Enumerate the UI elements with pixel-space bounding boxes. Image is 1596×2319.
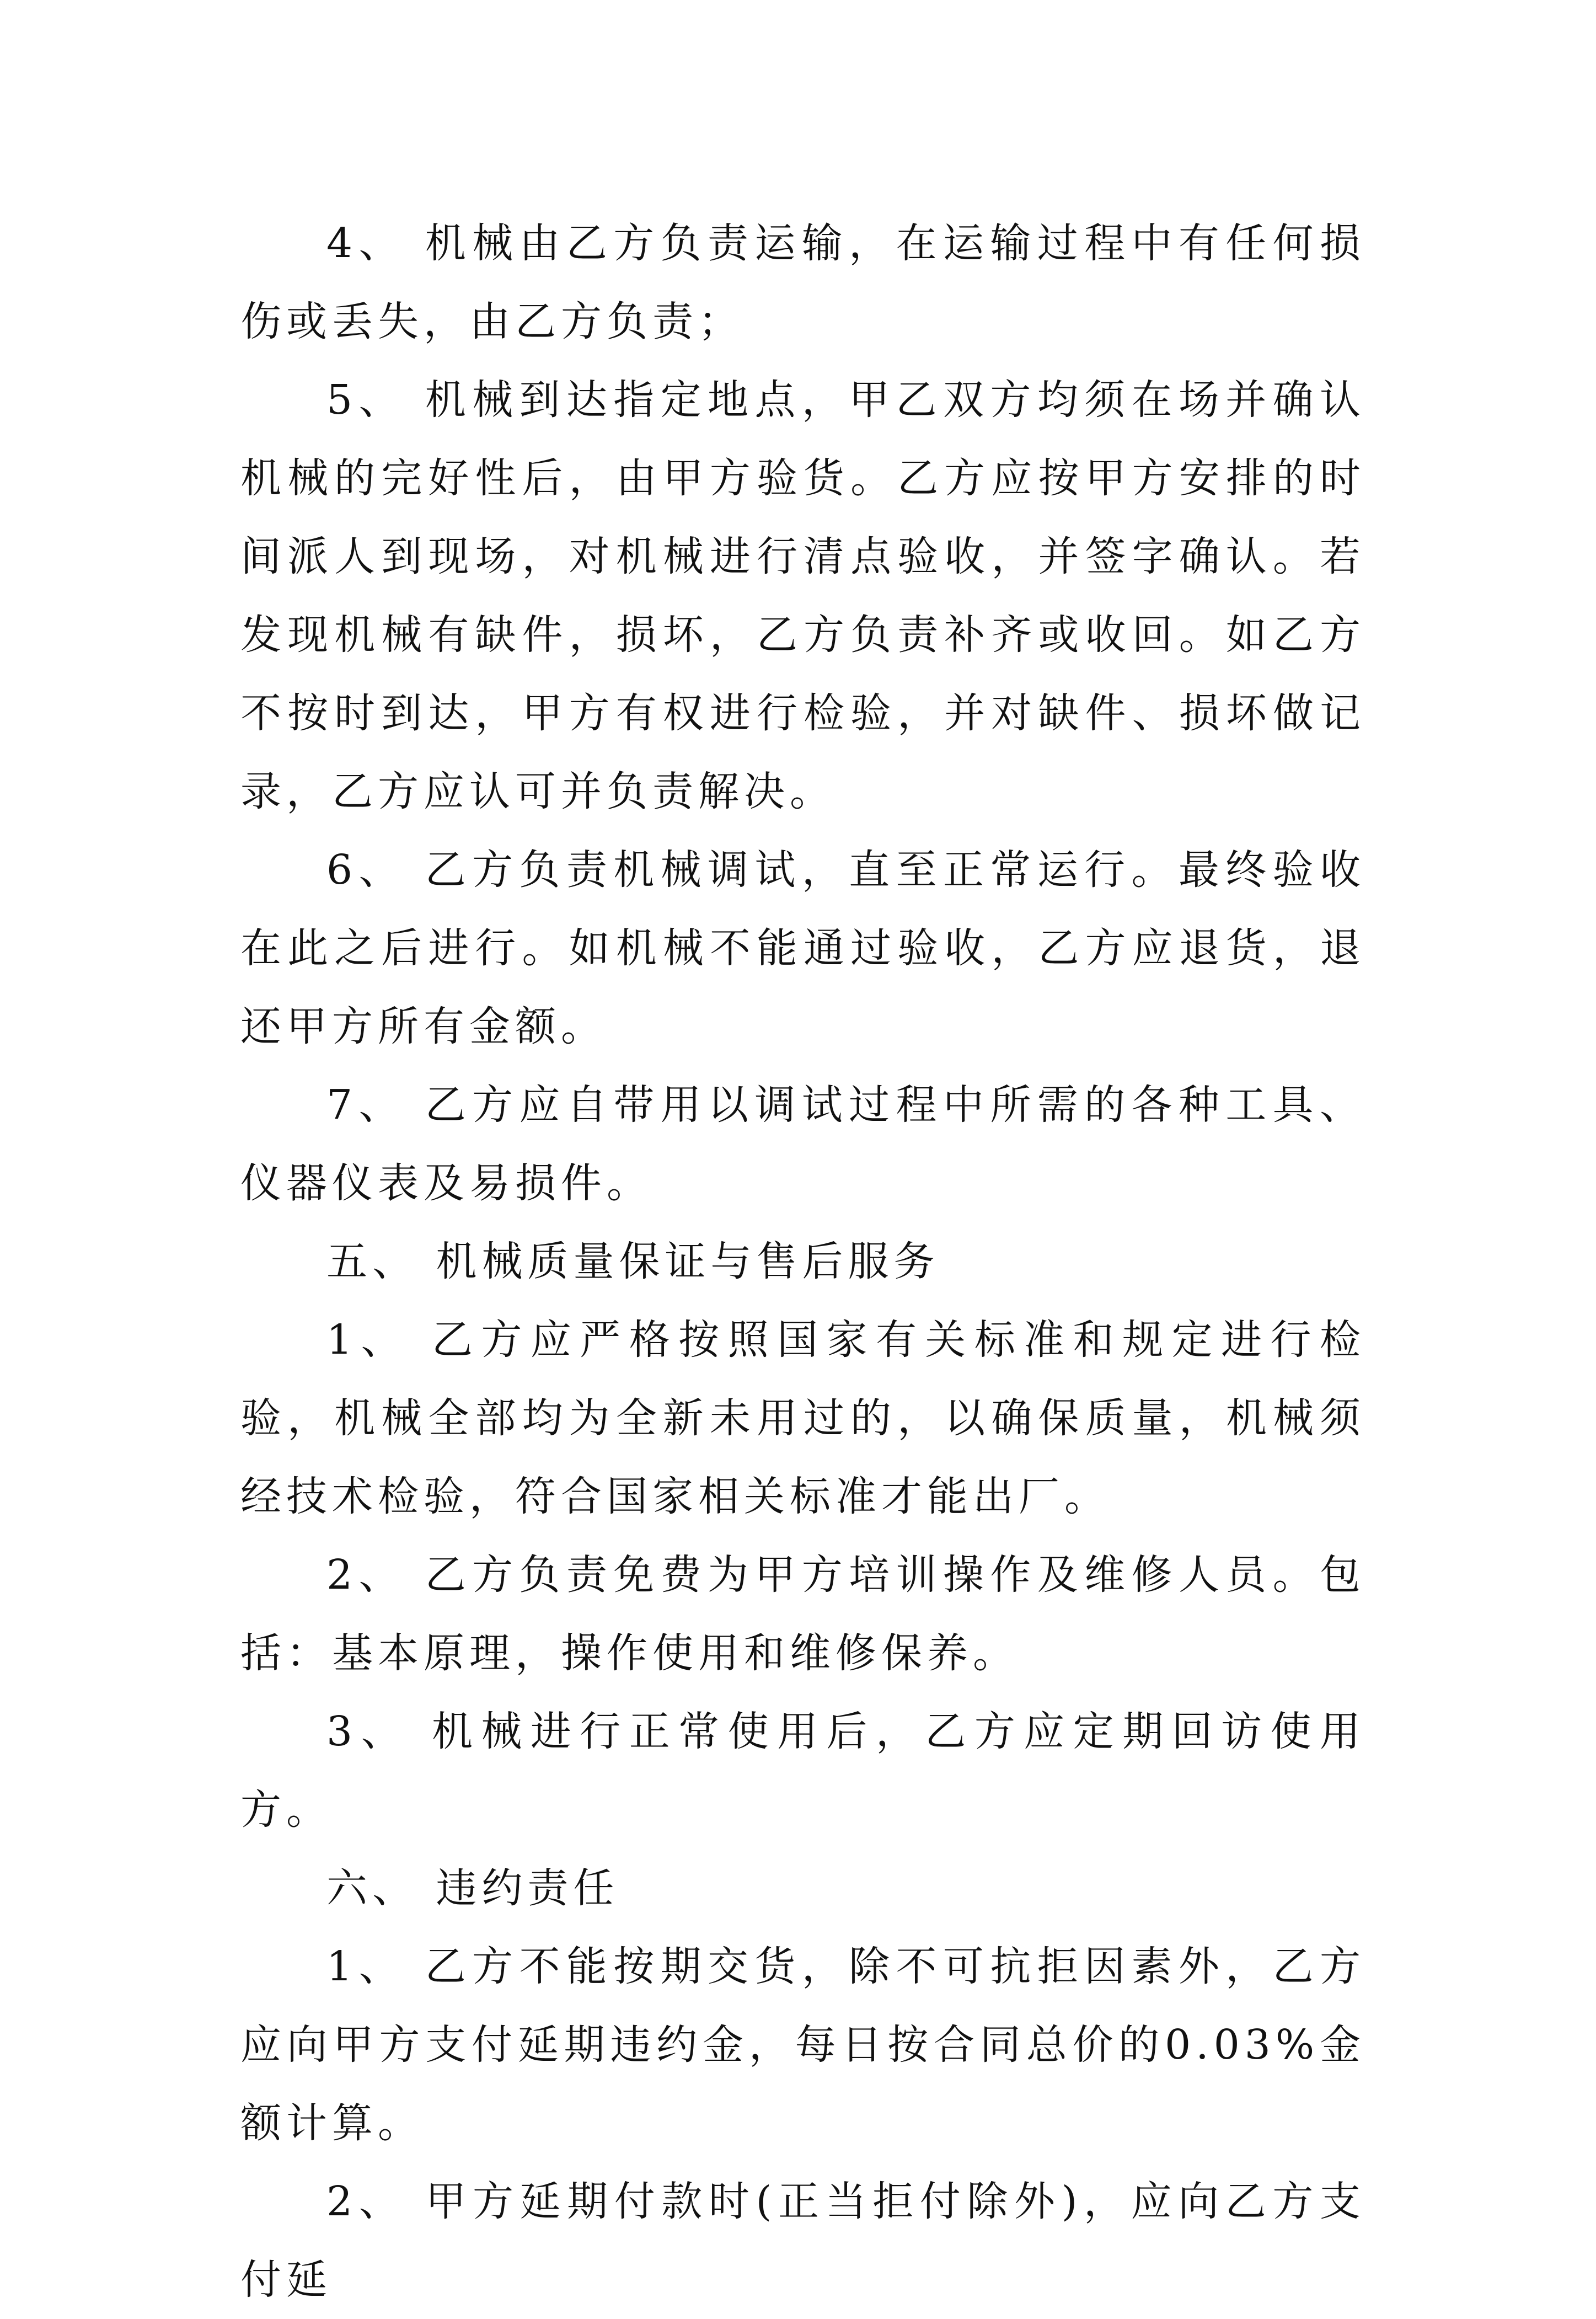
clause-5-acceptance: 5、 机械到达指定地点，甲乙双方均须在场并确认机械的完好性后，由甲方验货。乙方应按甲方安排的时间派人到现场，对机械进行清点验收，并签字确认。若发现机械有缺件，损坏，乙方负责补齐或收回。如乙方不按时到达，甲方有权进行检验，并对缺件、损坏做记录，乙方应认可并负责解决。 bbox=[240, 376, 1365, 815]
section-6-clause-1: 1、 乙方不能按期交货，除不可抗拒因素外，乙方应向甲方支付延期违约金，每日按合同总价的0.03%金额计算。 bbox=[240, 1943, 1365, 2147]
clause-4-transport: 4、 机械由乙方负责运输，在运输过程中有任何损伤或丢失，由乙方负责； bbox=[240, 220, 1365, 345]
section-5-clause-1: 1、 乙方应严格按照国家有关标准和规定进行检验，机械全部均为全新未用过的，以确保质量，机械须经技术检验，符合国家相关标准才能出厂。 bbox=[240, 1316, 1365, 1520]
section-6-clause-2: 2、 甲方延期付款时(正当拒付除外)，应向乙方支付延 bbox=[240, 2178, 1365, 2304]
clause-6-debugging: 6、 乙方负责机械调试，直至正常运行。最终验收在此之后进行。如机械不能通过验收，乙方应退货，退还甲方所有金额。 bbox=[240, 846, 1365, 1050]
clause-7-tools: 7、 乙方应自带用以调试过程中所需的各种工具、仪器仪表及易损件。 bbox=[240, 1081, 1365, 1207]
section-6-heading: 六、 违约责任 bbox=[326, 1864, 619, 1912]
section-5-heading: 五、 机械质量保证与售后服务 bbox=[326, 1238, 940, 1285]
section-5-clause-3: 3、 机械进行正常使用后，乙方应定期回访使用方。 bbox=[240, 1708, 1365, 1834]
document-body bbox=[240, 204, 1365, 2319]
section-5-clause-2: 2、 乙方负责免费为甲方培训操作及维修人员。包括：基本原理，操作使用和维修保养。 bbox=[240, 1551, 1365, 1677]
